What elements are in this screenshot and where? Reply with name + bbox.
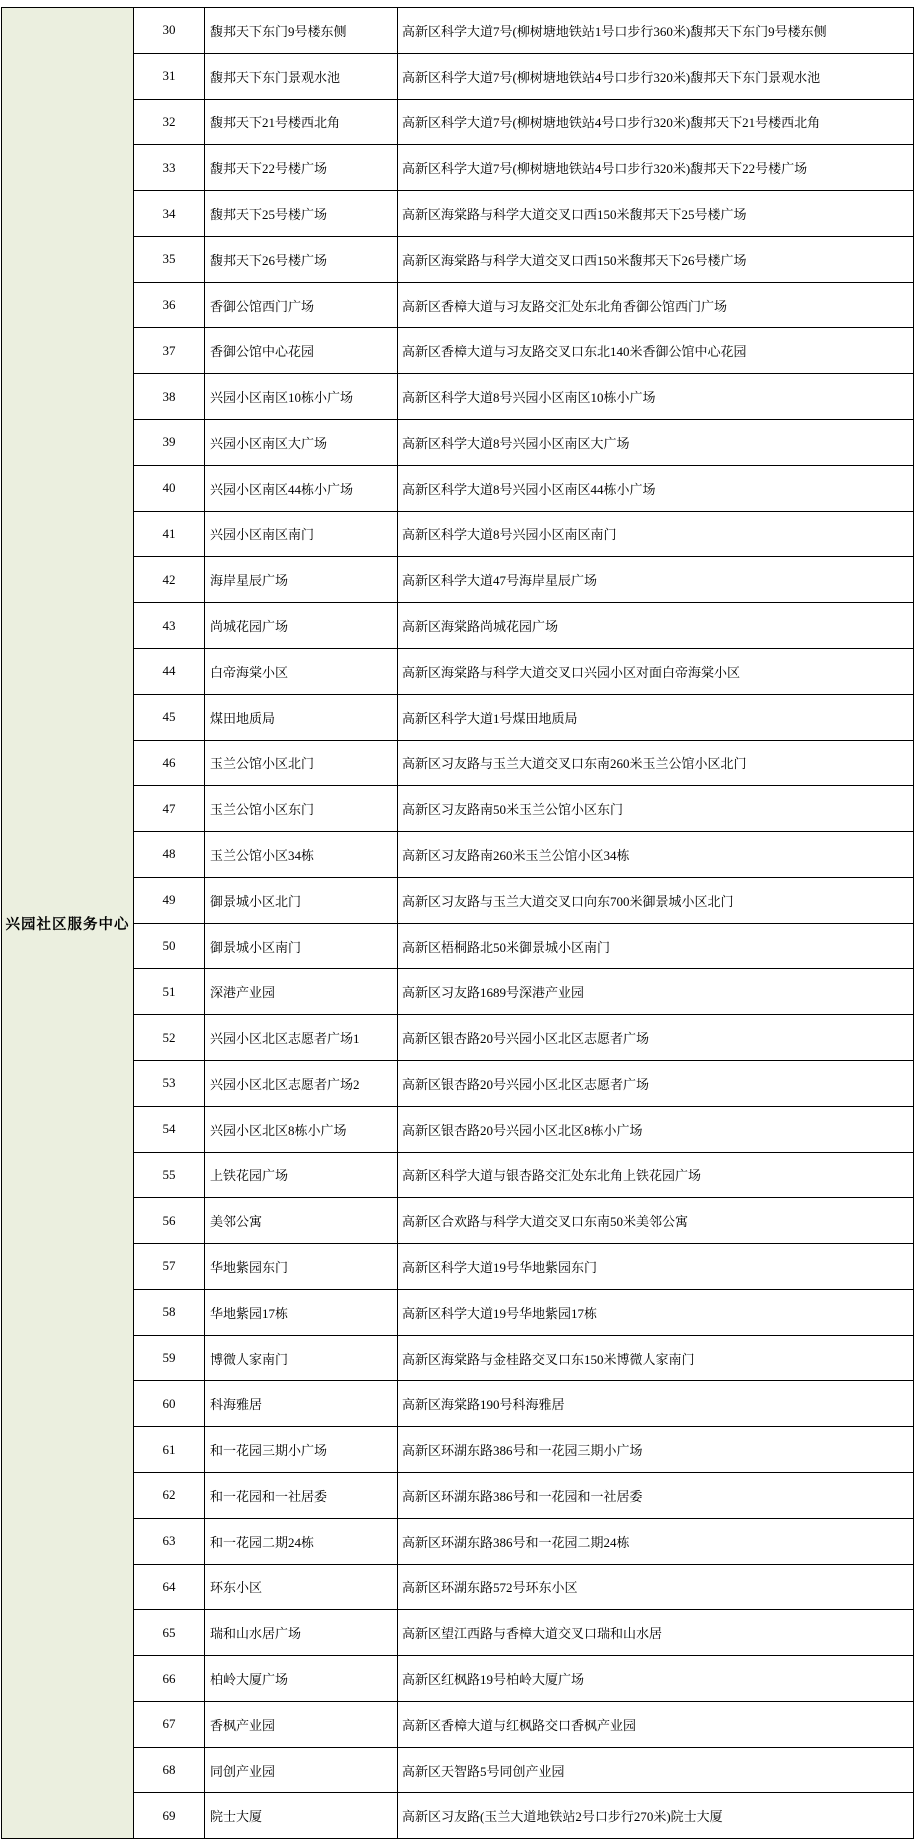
row-number-cell: 46 [134,741,205,786]
row-number-cell: 36 [134,283,205,328]
table-row [134,1244,913,1290]
site-address-cell: 高新区海棠路与科学大道交叉口西150米馥邦天下26号楼广场 [402,252,747,268]
site-name-cell: 尚城花园广场 [205,603,398,648]
row-number-cell: 47 [134,786,205,831]
table-row [134,1748,913,1794]
row-number-cell: 41 [134,512,205,557]
site-name-cell: 白帝海棠小区 [205,649,398,694]
row-number-cell: 32 [134,100,205,145]
row-number-cell: 34 [134,191,205,236]
site-name-cell: 煤田地质局 [205,695,398,740]
site-name-cell: 香枫产业园 [205,1702,398,1747]
site-address-cell: 高新区香樟大道与习友路交叉口东北140米香御公馆中心花园 [402,344,747,360]
site-name-cell: 和一花园二期24栋 [205,1519,398,1564]
site-name-cell: 兴园小区南区44栋小广场 [205,466,398,511]
site-address-cell: 高新区红枫路19号柏岭大厦广场 [402,1672,585,1688]
row-number-cell: 55 [134,1153,205,1198]
row-number-cell: 58 [134,1290,205,1335]
row-number-cell: 39 [134,420,205,465]
table-row [134,420,913,466]
table-row [134,557,913,603]
site-address-cell: 高新区海棠路尚城花园广场 [402,619,559,635]
table-row [134,695,913,741]
site-name-cell: 上铁花园广场 [205,1153,398,1198]
row-number-cell: 63 [134,1519,205,1564]
table-row [134,786,913,832]
site-name-cell: 深港产业园 [205,969,398,1014]
table-row [134,512,913,558]
row-number-cell: 67 [134,1702,205,1747]
site-name-cell: 院士大厦 [205,1793,398,1838]
site-address-cell: 高新区习友路南50米玉兰公馆小区东门 [402,802,624,818]
site-name-cell: 兴园小区北区8栋小广场 [205,1107,398,1152]
table-row [134,283,913,329]
site-address-cell: 高新区海棠路与科学大道交叉口西150米馥邦天下25号楼广场 [402,207,747,223]
row-number-cell: 45 [134,695,205,740]
community-name-label: 兴园社区服务中心 [5,916,130,933]
row-number-cell: 49 [134,878,205,923]
row-number-cell: 69 [134,1793,205,1838]
site-name-cell: 瑞和山水居广场 [205,1610,398,1655]
table-row [134,328,913,374]
table-row [134,1015,913,1061]
site-address-cell: 高新区科学大道与银杏路交汇处东北角上铁花园广场 [402,1168,702,1184]
table-rows-container [134,8,913,1838]
table-row [134,1656,913,1702]
site-address-cell: 高新区银杏路20号兴园小区北区8栋小广场 [402,1122,643,1138]
table-row [134,1061,913,1107]
site-name-cell: 玉兰公馆小区北门 [205,741,398,786]
site-address-cell: 高新区合欢路与科学大道交叉口东南50米美邻公寓 [402,1214,689,1230]
row-number-cell: 42 [134,557,205,602]
site-address-cell: 高新区习友路1689号深港产业园 [402,985,585,1001]
site-address-cell: 高新区科学大道8号兴园小区南区大广场 [402,435,630,451]
site-name-cell: 同创产业园 [205,1748,398,1793]
table-row [134,1519,913,1565]
site-name-cell: 香御公馆中心花园 [205,328,398,373]
row-number-cell: 33 [134,145,205,190]
row-number-cell: 53 [134,1061,205,1106]
site-name-cell: 华地紫园东门 [205,1244,398,1289]
site-address-cell: 高新区科学大道8号兴园小区南区南门 [402,527,617,543]
site-address-cell: 高新区科学大道19号华地紫园东门 [402,1259,598,1275]
row-number-cell: 60 [134,1381,205,1426]
site-address-cell: 高新区科学大道7号(柳树塘地铁站4号口步行320米)馥邦天下22号楼广场 [402,161,808,177]
row-number-cell: 40 [134,466,205,511]
row-number-cell: 68 [134,1748,205,1793]
row-number-cell: 64 [134,1565,205,1610]
site-name-cell: 馥邦天下26号楼广场 [205,237,398,282]
site-address-cell: 高新区科学大道47号海岸星辰广场 [402,573,598,589]
site-address-cell: 高新区科学大道19号华地紫园17栋 [402,1305,598,1321]
site-name-cell: 博微人家南门 [205,1336,398,1381]
row-number-cell: 52 [134,1015,205,1060]
site-address-cell: 高新区香樟大道与红枫路交口香枫产业园 [402,1717,637,1733]
row-number-cell: 35 [134,237,205,282]
row-number-cell: 30 [134,8,205,53]
row-number-cell: 50 [134,924,205,969]
row-number-cell: 37 [134,328,205,373]
table-row [134,924,913,970]
table-row [134,191,913,237]
site-name-cell: 馥邦天下东门景观水池 [205,54,398,99]
site-name-cell: 环东小区 [205,1565,398,1610]
site-address-cell: 高新区天智路5号同创产业园 [402,1763,565,1779]
site-address-cell: 高新区科学大道8号兴园小区南区10栋小广场 [402,390,656,406]
table-row [134,832,913,878]
site-address-cell: 高新区习友路(玉兰大道地铁站2号口步行270米)院士大厦 [402,1809,723,1825]
site-address-cell: 高新区银杏路20号兴园小区北区志愿者广场 [402,1031,650,1047]
site-address-cell: 高新区习友路与玉兰大道交叉口东南260米玉兰公馆小区北门 [402,756,747,772]
site-address-cell: 高新区习友路南260米玉兰公馆小区34栋 [402,847,630,863]
site-address-cell: 高新区望江西路与香樟大道交叉口瑞和山水居 [402,1626,663,1642]
row-number-cell: 48 [134,832,205,877]
table-row [134,1198,913,1244]
site-name-cell: 玉兰公馆小区东门 [205,786,398,831]
row-number-cell: 43 [134,603,205,648]
site-name-cell: 美邻公寓 [205,1198,398,1243]
site-address-cell: 高新区科学大道8号兴园小区南区44栋小广场 [402,481,656,497]
site-address-cell: 高新区科学大道7号(柳树塘地铁站4号口步行320米)馥邦天下东门景观水池 [402,69,821,85]
site-address-cell: 高新区海棠路与科学大道交叉口兴园小区对面白帝海棠小区 [402,664,741,680]
site-name-cell: 馥邦天下21号楼西北角 [205,100,398,145]
site-address-cell: 高新区科学大道7号(柳树塘地铁站1号口步行360米)馥邦天下东门9号楼东侧 [402,23,827,39]
site-name-cell: 兴园小区南区大广场 [205,420,398,465]
table-row [134,741,913,787]
row-number-cell: 65 [134,1610,205,1655]
site-name-cell: 海岸星辰广场 [205,557,398,602]
table-row [134,1793,913,1838]
table-row [134,1473,913,1519]
site-name-cell: 香御公馆西门广场 [205,283,398,328]
row-number-cell: 56 [134,1198,205,1243]
site-name-cell: 馥邦天下25号楼广场 [205,191,398,236]
row-number-cell: 31 [134,54,205,99]
table-row [134,878,913,924]
table-row [134,237,913,283]
site-address-cell: 高新区梧桐路北50米御景城小区南门 [402,939,611,955]
site-address-cell: 高新区环湖东路386号和一花园和一社居委 [402,1488,643,1504]
community-site-table [1,7,914,1839]
table-row [134,1427,913,1473]
table-row [134,1381,913,1427]
table-row [134,649,913,695]
table-row [134,8,913,54]
row-number-cell: 38 [134,374,205,419]
site-name-cell: 华地紫园17栋 [205,1290,398,1335]
table-row [134,1290,913,1336]
row-number-cell: 59 [134,1336,205,1381]
site-address-cell: 高新区科学大道1号煤田地质局 [402,710,578,726]
site-name-cell: 科海雅居 [205,1381,398,1426]
site-address-cell: 高新区银杏路20号兴园小区北区志愿者广场 [402,1076,650,1092]
site-address-cell: 高新区科学大道7号(柳树塘地铁站4号口步行320米)馥邦天下21号楼西北角 [402,115,821,131]
table-row [134,1336,913,1382]
table-row [134,100,913,146]
site-name-cell: 御景城小区南门 [205,924,398,969]
table-row [134,1702,913,1748]
row-number-cell: 61 [134,1427,205,1472]
site-name-cell: 馥邦天下东门9号楼东侧 [205,8,398,53]
site-address-cell: 高新区香樟大道与习友路交汇处东北角香御公馆西门广场 [402,298,728,314]
site-name-cell: 玉兰公馆小区34栋 [205,832,398,877]
row-number-cell: 62 [134,1473,205,1518]
row-number-cell: 66 [134,1656,205,1701]
site-name-cell: 兴园小区南区10栋小广场 [205,374,398,419]
table-row [134,1107,913,1153]
site-name-cell: 馥邦天下22号楼广场 [205,145,398,190]
community-name-cell [2,8,134,1838]
table-row [134,1153,913,1199]
site-address-cell: 高新区海棠路190号科海雅居 [402,1397,565,1413]
site-address-cell: 高新区环湖东路386号和一花园二期24栋 [402,1534,630,1550]
site-name-cell: 和一花园和一社居委 [205,1473,398,1518]
site-name-cell: 柏岭大厦广场 [205,1656,398,1701]
site-address-cell: 高新区环湖东路572号环东小区 [402,1580,578,1596]
row-number-cell: 54 [134,1107,205,1152]
row-number-cell: 57 [134,1244,205,1289]
site-name-cell: 御景城小区北门 [205,878,398,923]
table-row [134,374,913,420]
site-name-cell: 兴园小区北区志愿者广场1 [205,1015,398,1060]
table-row [134,969,913,1015]
site-name-cell: 兴园小区南区南门 [205,512,398,557]
row-number-cell: 44 [134,649,205,694]
table-row [134,1565,913,1611]
table-row [134,603,913,649]
table-row [134,466,913,512]
site-address-cell: 高新区环湖东路386号和一花园三期小广场 [402,1443,643,1459]
site-address-cell: 高新区习友路与玉兰大道交叉口向东700米御景城小区北门 [402,893,734,909]
site-name-cell: 和一花园三期小广场 [205,1427,398,1472]
site-address-cell: 高新区海棠路与金桂路交叉口东150米博微人家南门 [402,1351,695,1367]
table-row [134,1610,913,1656]
table-row [134,145,913,191]
row-number-cell: 51 [134,969,205,1014]
site-name-cell: 兴园小区北区志愿者广场2 [205,1061,398,1106]
table-row [134,54,913,100]
